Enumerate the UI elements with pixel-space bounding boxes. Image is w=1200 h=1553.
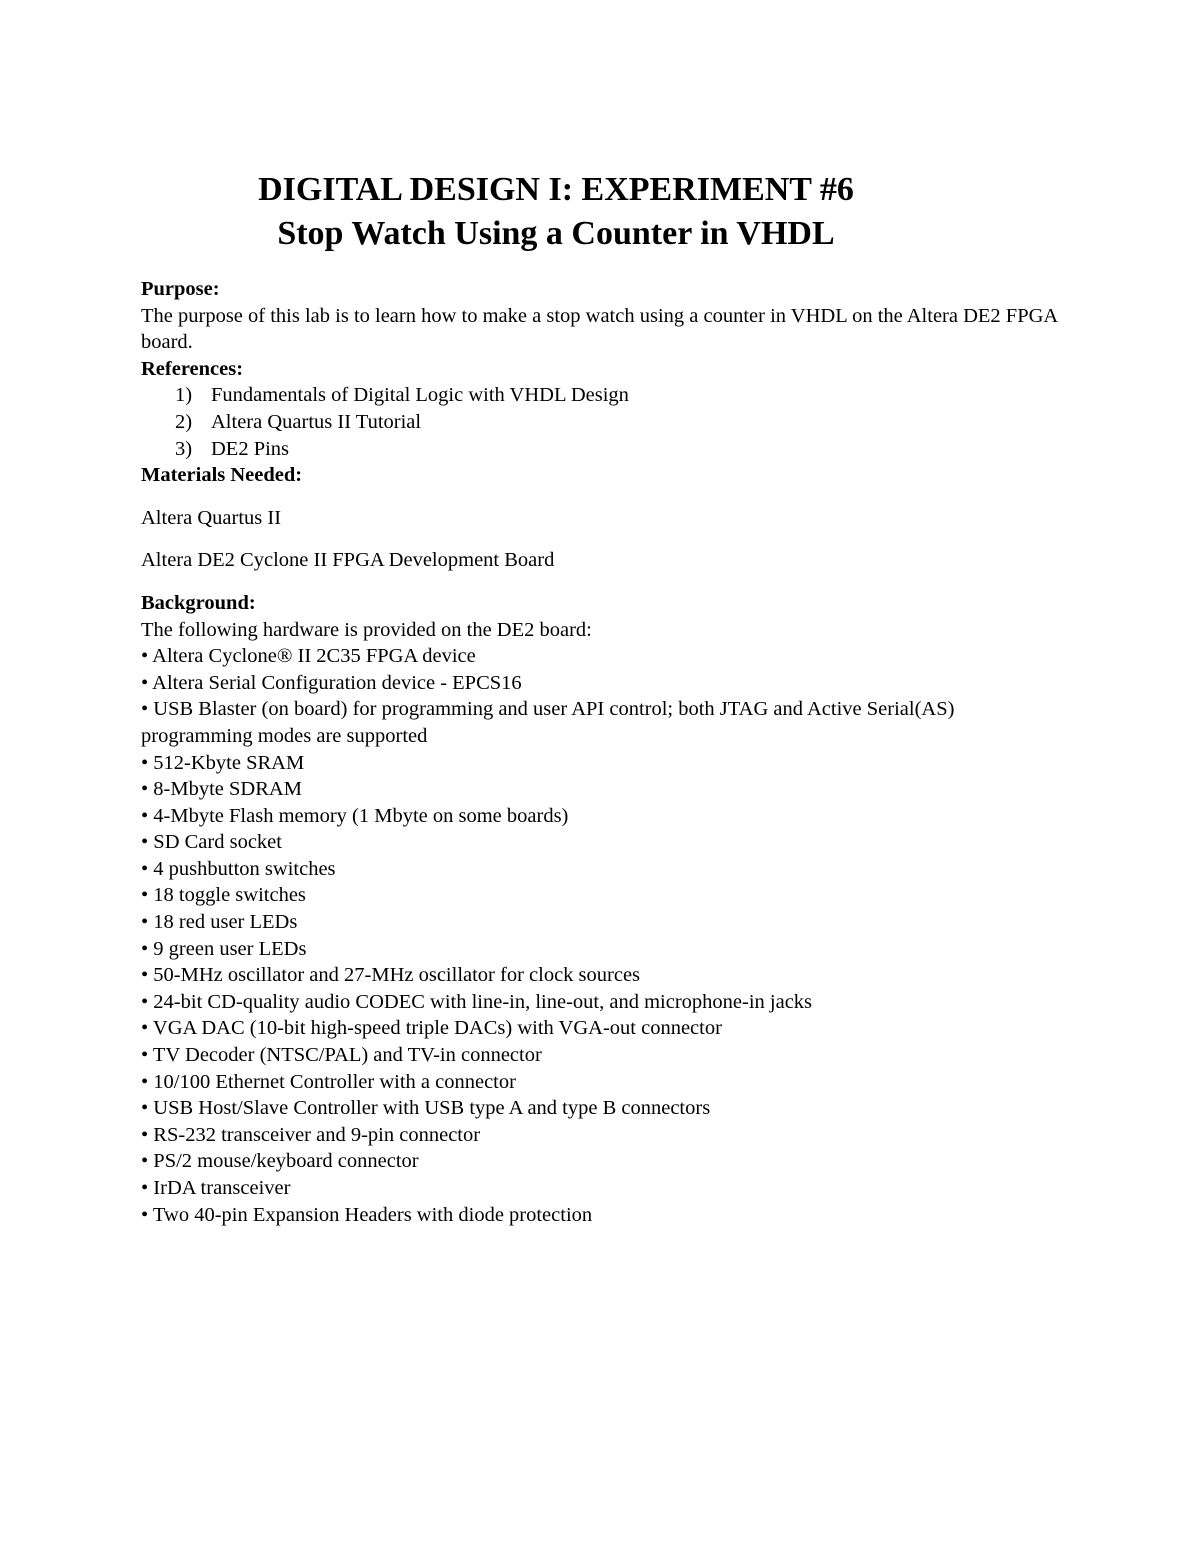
reference-number: 1) <box>175 384 193 407</box>
reference-text: DE2 Pins <box>211 437 290 460</box>
hardware-item: • USB Host/Slave Controller with USB type A and type B connectors <box>141 1097 711 1120</box>
hardware-item: • Two 40-pin Expansion Headers with diode protection <box>141 1203 593 1226</box>
hardware-item: • 9 green user LEDs <box>141 937 307 960</box>
reference-item <box>141 436 1071 463</box>
hardware-item: • 18 red user LEDs <box>141 911 298 934</box>
document-body <box>141 276 1071 1228</box>
hardware-item: • SD Card socket <box>141 831 282 854</box>
materials-heading: Materials Needed: <box>141 464 303 487</box>
hardware-item: • RS-232 transceiver and 9-pin connector <box>141 1123 481 1146</box>
hardware-item: • Altera Serial Configuration device - EPCS16 <box>141 671 522 694</box>
hardware-item: • 512-Kbyte SRAM <box>141 751 305 774</box>
purpose-heading: Purpose: <box>141 278 220 300</box>
hardware-item: • 50-MHz oscillator and 27-MHz oscillator for clock sources <box>141 964 641 987</box>
hardware-item: • 18 toggle switches <box>141 884 306 907</box>
references-list <box>141 382 1071 462</box>
hardware-item: • 4 pushbutton switches <box>141 857 336 880</box>
reference-text: Altera Quartus II Tutorial <box>211 410 422 433</box>
title-line-2: Stop Watch Using a Counter in VHDL <box>277 215 835 252</box>
reference-text: Fundamentals of Digital Logic with VHDL Design <box>211 384 629 407</box>
hardware-item: • Altera Cyclone® II 2C35 FPGA device <box>141 645 476 668</box>
hardware-item: • 24-bit CD-quality audio CODEC with line-in, line-out, and microphone-in jacks <box>141 990 813 1013</box>
hardware-item: • 4-Mbyte Flash memory (1 Mbyte on some boards) <box>141 804 569 827</box>
hardware-item: • USB Blaster (on board) for programming and user API control; both JTAG and Active Serial(AS) programming modes are supported <box>141 698 955 747</box>
hardware-item: • PS/2 mouse/keyboard connector <box>141 1150 419 1173</box>
background-intro: The following hardware is provided on the DE2 board: <box>141 618 592 641</box>
material-item: Altera DE2 Cyclone II FPGA Development Board <box>141 549 555 572</box>
title-line-1: DIGITAL DESIGN I: EXPERIMENT #6 <box>258 171 854 208</box>
background-heading: Background: <box>141 591 256 614</box>
document-title <box>0 168 1112 256</box>
section-spacer <box>141 574 1071 590</box>
reference-number: 3) <box>175 437 193 460</box>
hardware-item: • TV Decoder (NTSC/PAL) and TV-in connector <box>141 1044 542 1067</box>
hardware-item: • 8-Mbyte SDRAM <box>141 778 302 801</box>
hardware-item: • VGA DAC (10-bit high-speed triple DACs) with VGA-out connector <box>141 1017 722 1040</box>
hardware-list <box>141 643 1071 1228</box>
hardware-item: • 10/100 Ethernet Controller with a connector <box>141 1070 516 1093</box>
reference-item <box>141 409 1071 436</box>
references-heading: References: <box>141 357 244 380</box>
hardware-item: • IrDA transceiver <box>141 1177 291 1199</box>
reference-item <box>141 382 1071 409</box>
purpose-text: The purpose of this lab is to learn how to make a stop watch using a counter in VHDL on the Altera DE2 FPGA board. <box>141 304 1058 354</box>
reference-number: 2) <box>175 410 193 433</box>
material-item: Altera Quartus II <box>141 506 282 529</box>
